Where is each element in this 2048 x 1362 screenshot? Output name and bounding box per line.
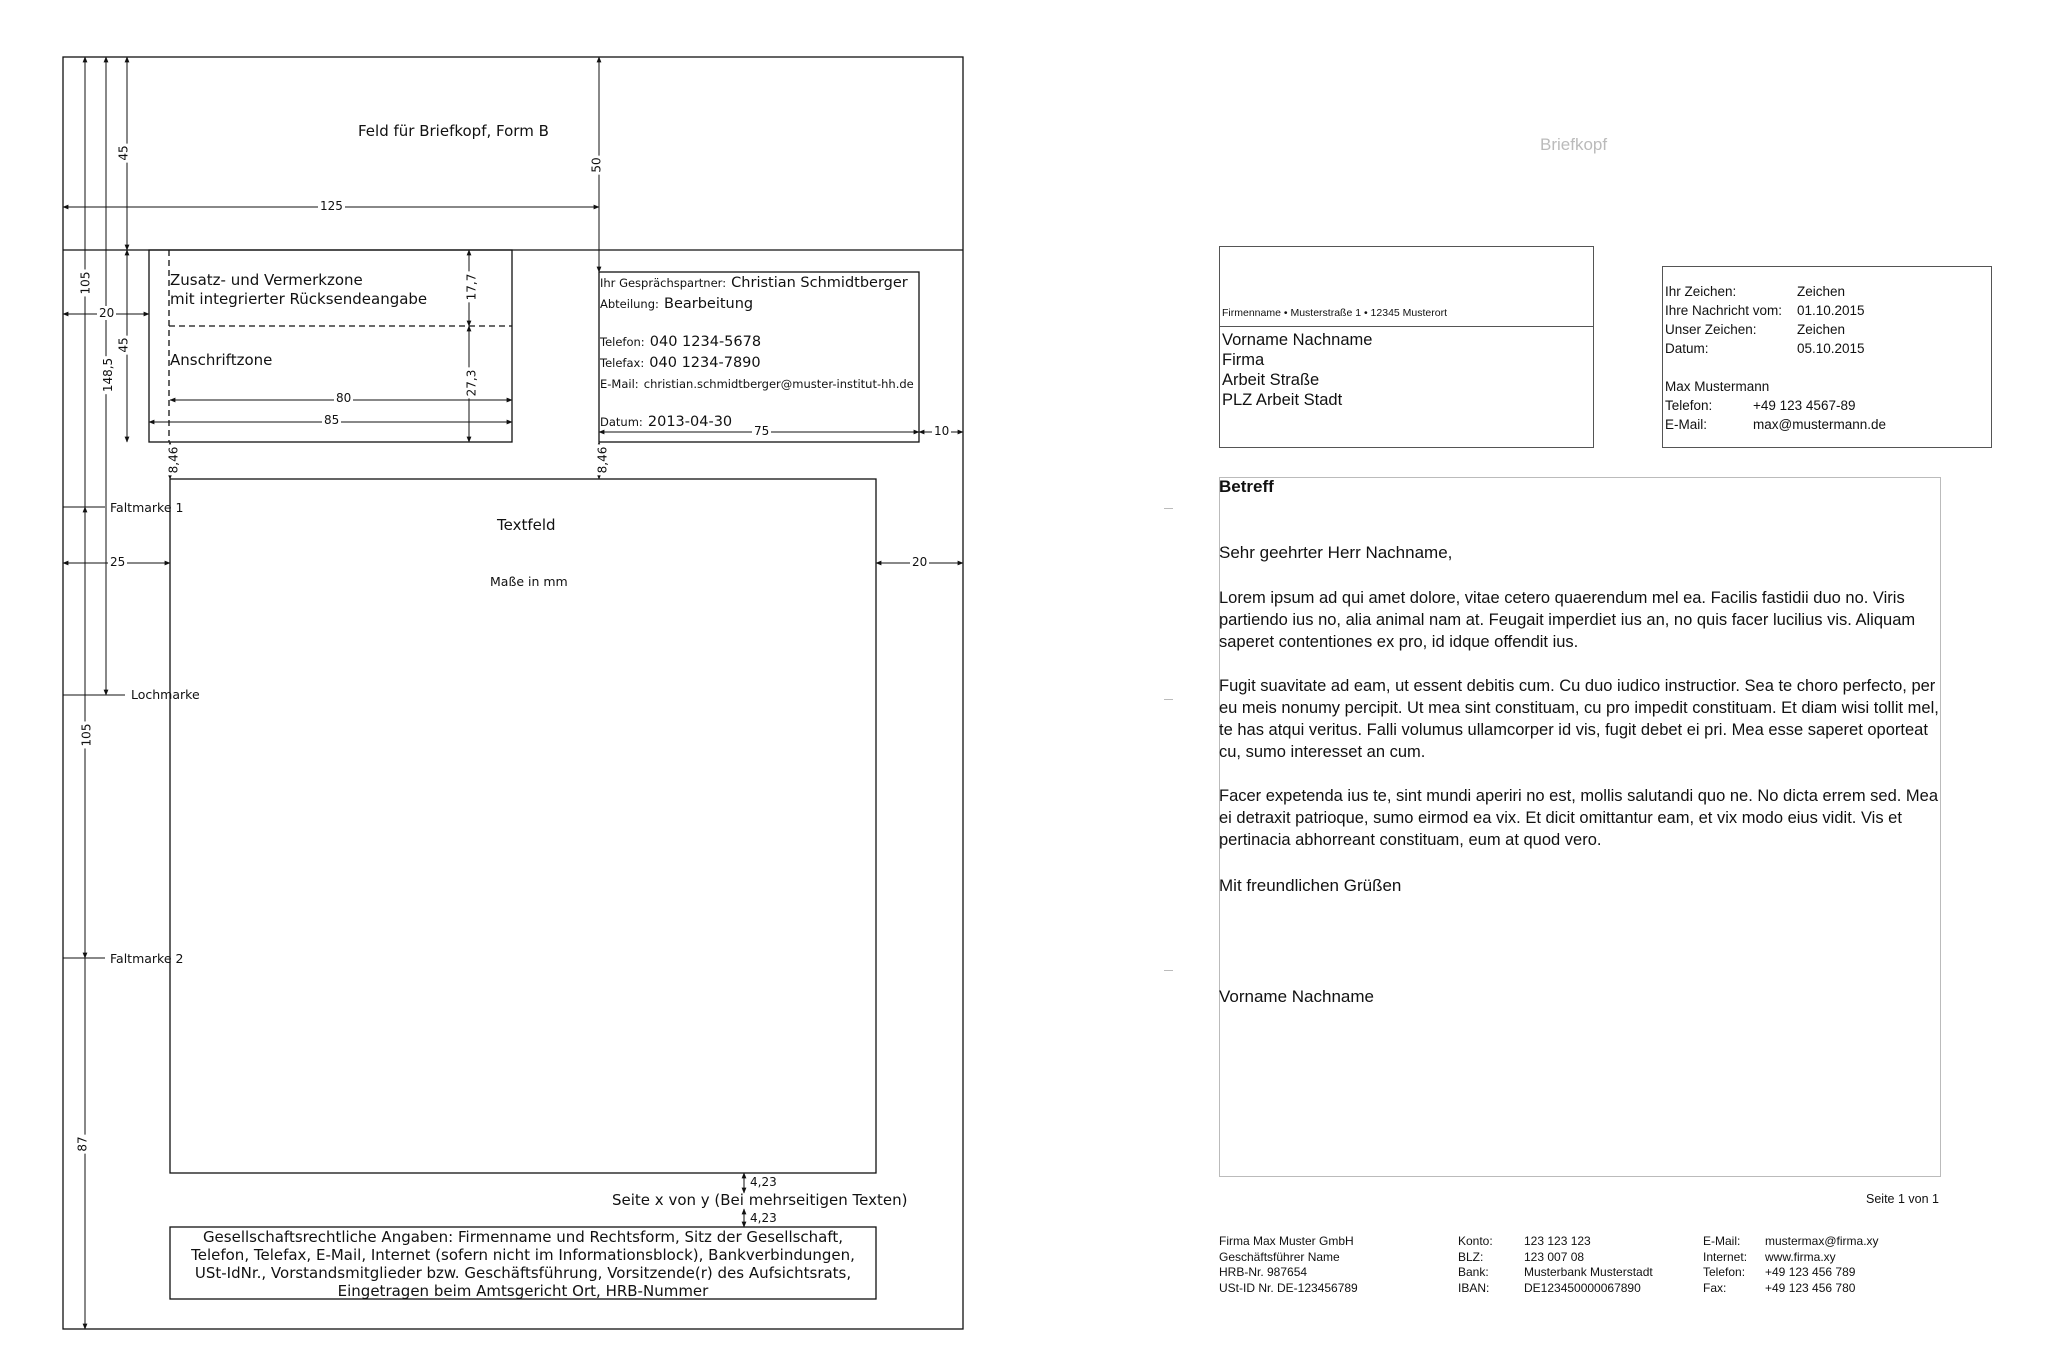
paragraph: Fugit suavitate ad eam, ut essent debitis cum. Cu duo iudico instructior. Sea te choro perfecto, per eu meis nonumy percipit. Ut mea sint constituam, cu pro impedit constituam. Et diam wisi tollit mel, te has atqui veritus. Falli volumus ullamcorper id vis, fugit debet ei pri. Mea esse saperet oporteat cu, sumo interesset an cum.: [1219, 677, 1939, 761]
fold-mark-bottom: [1164, 970, 1173, 971]
sender-phone-label: Telefon:: [1665, 398, 1713, 413]
sender-email-label: E-Mail:: [1665, 417, 1708, 432]
legal-line: Gesellschaftsrechtliche Angaben: Firmenname und Rechtsform, Sitz der Gesellschaft,: [202, 1228, 844, 1246]
page-number: Seite 1 von 1: [1866, 1192, 1939, 1206]
footer-label: IBAN:: [1458, 1280, 1490, 1295]
ihr-zeichen-value: Zeichen: [1797, 284, 1846, 299]
nachricht-vom-value: 01.10.2015: [1797, 303, 1865, 318]
info-block: [600, 272, 914, 432]
date-label: Datum:: [600, 415, 643, 429]
recipient-line: PLZ Arbeit Stadt: [1222, 391, 1343, 409]
ihr-zeichen-label: Ihr Zeichen:: [1665, 284, 1737, 299]
dim-105-top: 105: [78, 271, 93, 295]
dim-4-23-a: 4,23: [750, 1175, 777, 1189]
nachricht-vom-label: Ihre Nachricht vom:: [1665, 303, 1783, 318]
sample-letter: [1000, 0, 2048, 1362]
hole-mark: Lochmarke: [131, 687, 200, 702]
recipient-line: Vorname Nachname: [1222, 331, 1373, 349]
footer-label: Fax:: [1703, 1280, 1727, 1295]
footer-line: Firma Max Muster GmbH: [1219, 1234, 1354, 1248]
dim-75: 75: [754, 424, 770, 438]
dim-87: 87: [75, 1136, 90, 1152]
footer-value: Musterbank Musterstadt: [1524, 1265, 1653, 1279]
legal-line: Eingetragen beim Amtsgericht Ort, HRB-Nummer: [337, 1282, 709, 1300]
sender-phone-value: +49 123 4567-89: [1753, 398, 1856, 413]
contact-label: Ihr Gesprächspartner:: [600, 276, 727, 290]
dim-8-46-b: 8,46: [595, 446, 610, 474]
dept-label: Abteilung:: [600, 297, 659, 311]
dim-8-46-a: 8,46: [166, 446, 181, 474]
dim-17-7: 17,7: [464, 273, 479, 301]
contact-value: Christian Schmidtberger: [731, 275, 908, 291]
dim-50: 50: [589, 157, 604, 173]
footer-label: BLZ:: [1458, 1249, 1484, 1264]
footer-bank: [1458, 1234, 1653, 1296]
fold-mark-1: Faltmarke 1: [110, 500, 184, 515]
dim-80: 80: [336, 391, 352, 405]
textfeld-label: Textfeld: [497, 516, 556, 534]
unser-zeichen-label: Unser Zeichen:: [1665, 322, 1757, 337]
footer-value: 123 123 123: [1524, 1234, 1591, 1248]
footer-label: Bank:: [1458, 1265, 1489, 1279]
schematic-lines: [0, 0, 980, 1362]
footer-line: USt-ID Nr. DE-123456789: [1219, 1280, 1358, 1295]
dim-20-right: 20: [912, 555, 928, 569]
signature-name: Vorname Nachname: [1219, 987, 1374, 1006]
footer-line: Geschäftsführer Name: [1219, 1249, 1340, 1264]
din5008-schematic: [0, 0, 980, 1362]
anschrift-zone-label: Anschriftzone: [170, 351, 273, 369]
paragraph: Facer expetenda ius te, sint mundi aperiri no est, mollis salutandi quo ne. No dicta errem sed. Mea ei detraxit patrioque, sumo eirmod ea vix. Et dicit omittantur eam, et vix modo eius vidit. Vis et pertinacia abhorreant constituam, eum at quod vero.: [1219, 787, 1939, 849]
footer-contact: [1703, 1234, 1879, 1296]
legal-info-block: [170, 1228, 876, 1300]
dim-45-mid: 45: [116, 337, 131, 353]
footer-company: [1219, 1234, 1358, 1296]
recipient-line: Arbeit Straße: [1222, 371, 1320, 389]
footer-label: Konto:: [1458, 1234, 1493, 1248]
footer-value: 123 007 08: [1524, 1249, 1585, 1264]
footer-label: E-Mail:: [1703, 1234, 1741, 1248]
reference-rows: [1665, 282, 1886, 434]
recipient-line: Firma: [1222, 351, 1265, 369]
sender-name: Max Mustermann: [1665, 379, 1770, 394]
hole-mark: [1164, 699, 1173, 700]
footer-value: +49 123 456 789: [1765, 1265, 1856, 1279]
dim-148: 148,5: [101, 357, 116, 393]
dim-20-left: 20: [99, 306, 115, 320]
page-count-label: Seite x von y (Bei mehrseitigen Texten): [612, 1191, 908, 1209]
address-window: [1219, 246, 1594, 448]
dim-10: 10: [934, 424, 950, 438]
dim-105-mid: 105: [79, 723, 94, 747]
email-value: christian.schmidtberger@muster-institut-hh.de: [643, 377, 914, 391]
footer-value: www.firma.xy: [1765, 1249, 1836, 1264]
dim-25: 25: [110, 555, 126, 569]
recipient-address: [1222, 330, 1372, 410]
salutation: Sehr geehrter Herr Nachname,: [1219, 543, 1453, 562]
phone-value: 040 1234-5678: [649, 334, 762, 350]
dim-4-23-b: 4,23: [750, 1211, 777, 1225]
fax-label: Telefax:: [600, 356, 645, 370]
datum-label: Datum:: [1665, 341, 1709, 356]
footer-value: +49 123 456 780: [1765, 1280, 1856, 1295]
fax-value: 040 1234-7890: [649, 355, 761, 371]
date-value: 2013-04-30: [647, 414, 733, 430]
legal-line: USt-IdNr., Vorstandsmitglieder bzw. Geschäftsführung, Vorsitzende(r) des Aufsichtsrats,: [194, 1264, 852, 1282]
info-box: [1662, 266, 1992, 448]
header-field-label: Feld für Briefkopf, Form B: [358, 122, 549, 140]
dim-45-top: 45: [116, 145, 131, 161]
footer-line: HRB-Nr. 987654: [1219, 1265, 1308, 1279]
dim-85: 85: [324, 413, 340, 427]
zusatz-zone-line1: Zusatz- und Vermerkzone: [170, 271, 363, 289]
dept-value: Bearbeitung: [664, 296, 754, 312]
paragraph: Lorem ipsum ad qui amet dolore, vitae cetero quaerendum mel ea. Facilis fastidii duo no. Viris partiendo ius no, alia animal nam at. Feugait imperdiet ius an, no quis facer lucilius vis. Aliquam saperet contentiones ex pro, id idque offendit ius.: [1219, 589, 1916, 651]
closing: Mit freundlichen Grüßen: [1219, 876, 1402, 895]
footer-label: Internet:: [1703, 1249, 1748, 1264]
legal-line: Telefon, Telefax, E-Mail, Internet (sofern nicht im Informationsblock), Bankverbindungen,: [191, 1246, 855, 1264]
sender-email-value: max@mustermann.de: [1753, 417, 1887, 432]
subject: Betreff: [1219, 477, 1274, 496]
datum-value: 05.10.2015: [1797, 341, 1865, 356]
footer-label: Telefon:: [1703, 1265, 1746, 1279]
dim-27-3: 27,3: [464, 369, 479, 397]
footer-value: DE123450000067890: [1524, 1280, 1641, 1295]
fold-mark-2: Faltmarke 2: [110, 951, 184, 966]
return-address: Firmenname • Musterstraße 1 • 12345 Musterort: [1222, 307, 1448, 319]
footer-value: mustermax@firma.xy: [1765, 1234, 1879, 1248]
masse-label: Maße in mm: [490, 574, 568, 589]
briefkopf-label: Briefkopf: [1540, 135, 1608, 154]
unser-zeichen-value: Zeichen: [1797, 322, 1846, 337]
email-label: E-Mail:: [600, 377, 639, 391]
fold-mark-top: [1164, 508, 1173, 509]
phone-label: Telefon:: [600, 335, 645, 349]
dim-125: 125: [320, 199, 343, 213]
zusatz-zone-line2: mit integrierter Rücksendeangabe: [170, 290, 428, 308]
